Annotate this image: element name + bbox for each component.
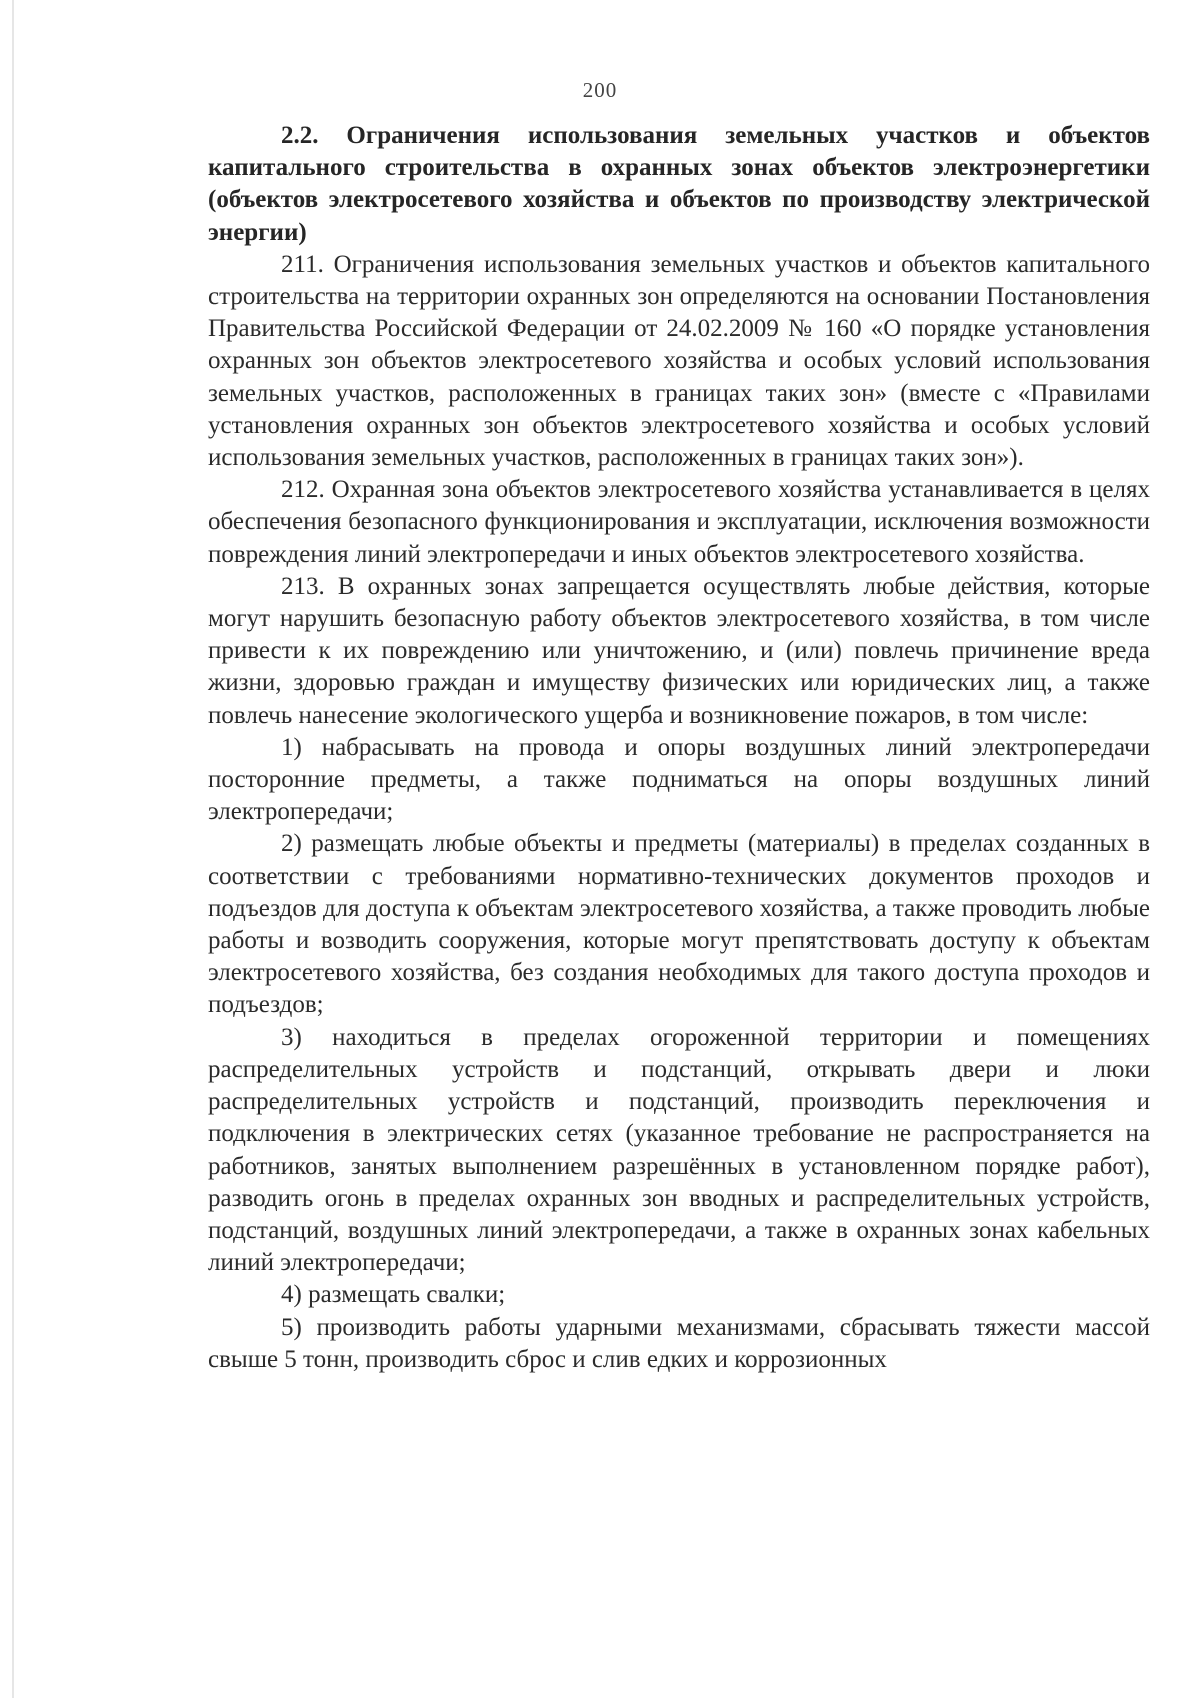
paragraph-212: 212. Охранная зона объектов электросетевого хозяйства устанавливается в целях обеспечения безопасного функционирования и эксплуатации, исключения возможности повреждения линий электропередачи и иных объектов электросетевого хозяйства. — [208, 476, 1150, 568]
section-heading: 2.2. Ограничения использования земельных участков и объектов капитального строительства в охранных зонах объектов электроэнергетики (объектов электросетевого хозяйства и объектов по производству электрической энергии) — [208, 122, 1150, 246]
page-edge — [12, 0, 14, 1698]
list-item-3: 3) находиться в пределах огороженной территории и помещениях распределительных устройств и подстанций, открывать двери и люки распределительных устройств и подстанций, производить переключения и подключения в электрических сетях (указанное требование не распространяется на работников, занятых выполнением разрешённых в установленном порядке работ), разводить огонь в пределах охранных зон вводных и распределительных устройств, подстанций, воздушных линий электропередачи, а также в охранных зонах кабельных линий электропередачи; — [208, 1023, 1150, 1277]
paragraph-211: 211. Ограничения использования земельных участков и объектов капитального строительства на территории охранных зон определяются на основании Постановления Правительства Российской Федерации от 24.02.2009 № 160 «О порядке установления охранных зон объектов электросетевого хозяйства и особых условий использования земельных участков, расположенных в границах таких зон» (вместе с «Правилами установления охранных зон объектов электросетевого хозяйства и особых условий использования земельных участков, расположенных в границах таких зон»). — [208, 250, 1150, 472]
document-body — [208, 120, 1150, 1376]
paragraph-213: 213. В охранных зонах запрещается осуществлять любые действия, которые могут нарушить безопасную работу объектов электросетевого хозяйства, в том числе привести к их повреждению или уничтожению, и (или) повлечь причинение вреда жизни, здоровью граждан и имуществу физических или юридических лиц, а также повлечь нанесение экологического ущерба и возникновение пожаров, в том числе: — [208, 572, 1150, 729]
list-item-1: 1) набрасывать на провода и опоры воздушных линий электропередачи посторонние предметы, а также подниматься на опоры воздушных линий электропередачи; — [208, 733, 1150, 826]
page-number: 200 — [582, 78, 618, 102]
list-item-5: 5) производить работы ударными механизмами, сбрасывать тяжести массой свыше 5 тонн, производить сброс и слив едких и коррозионных — [208, 1313, 1150, 1373]
list-item-2: 2) размещать любые объекты и предметы (материалы) в пределах созданных в соответствии с требованиями нормативно-технических документов проходов и подъездов для доступа к объектам электросетевого хозяйства, а также проводить любые работы и возводить сооружения, которые могут препятствовать доступу к объектам электросетевого хозяйства, без создания необходимых для такого доступа проходов и подъездов; — [208, 830, 1150, 1019]
list-item-4: 4) размещать свалки; — [281, 1281, 506, 1309]
